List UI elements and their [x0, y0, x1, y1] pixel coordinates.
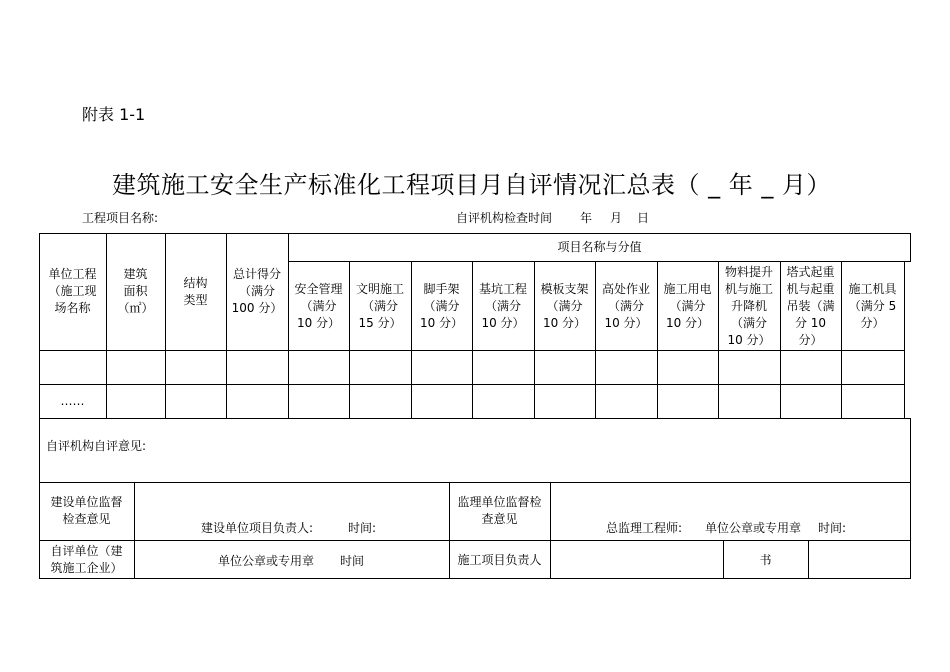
column-header: 施工机具 （满分 5 分）	[848, 282, 897, 330]
self-opinion-label: 自评机构自评意见:	[46, 439, 147, 453]
table-rule	[904, 261, 905, 419]
table-rule	[39, 540, 911, 541]
table-rule	[165, 233, 166, 419]
column-header: 安全管理 （满分 10 分）	[294, 282, 343, 330]
supervision-unit-label: 监理单位监督检 查意见	[457, 495, 542, 526]
column-header: 基坑工程 （满分 10 分）	[478, 282, 527, 330]
column-header: 施工用电 （满分 10 分）	[663, 282, 712, 330]
table-rule	[134, 482, 135, 579]
supervision-seal-label: 单位公章或专用章	[705, 521, 802, 535]
project-manager-label: 施工项目负责人	[457, 553, 542, 567]
column-header: 塔式起重 机与起重 吊装（满 分 10 分）	[786, 265, 835, 347]
self-time-label: 时间	[340, 554, 365, 568]
column-header: 单位工程 （施工现 场名称	[48, 267, 97, 315]
construction-time-label: 时间:	[348, 521, 377, 535]
page-title: 建筑施工安全生产标准化工程项目月自评情况汇总表（ _ 年 _ 月）	[112, 171, 832, 199]
self-unit-label: 自评单位（建 筑施工企业）	[50, 544, 123, 575]
column-header: 物料提升 机与施工 升降机 （满分 10 分）	[724, 265, 773, 347]
construction-responsible-label: 建设单位项目负责人:	[201, 521, 314, 535]
column-header: 文明施工 （满分 15 分）	[355, 282, 404, 330]
column-header: 脚手架 （满分 10 分）	[419, 282, 464, 330]
date-day: 日	[637, 211, 650, 225]
table-rule	[226, 233, 227, 419]
column-header: 总计得分 （满分 100 分）	[231, 267, 283, 315]
ellipsis-row-label: ……	[60, 394, 85, 408]
table-rule	[808, 540, 809, 579]
date-year: 年	[580, 211, 593, 225]
supervision-time-label: 时间:	[818, 521, 847, 535]
group-header: 项目名称与分值	[557, 240, 642, 254]
table-rule	[288, 261, 911, 262]
table-rule	[910, 418, 911, 579]
column-header: 建筑 面积 （㎡）	[117, 267, 154, 315]
column-header: 结构 类型	[183, 276, 208, 307]
table-rule	[39, 482, 911, 483]
date-month: 月	[610, 211, 623, 225]
table-rule	[39, 578, 911, 579]
table-rule	[39, 233, 911, 234]
table-rule	[106, 233, 107, 419]
check-time-label: 自评机构检查时间	[456, 211, 553, 225]
column-header: 模板支架 （满分 10 分）	[540, 282, 589, 330]
construction-unit-label: 建设单位监督 检查意见	[50, 495, 123, 526]
chief-engineer-label: 总监理工程师:	[606, 521, 683, 535]
project-name-label: 工程项目名称:	[82, 211, 159, 225]
column-header: 高处作业 （满分 10 分）	[601, 282, 650, 330]
self-seal-label: 单位公章或专用章	[218, 554, 315, 568]
table-rule	[550, 482, 551, 579]
appendix-label: 附表 1-1	[82, 105, 146, 124]
certificate-label: 书	[759, 553, 772, 567]
